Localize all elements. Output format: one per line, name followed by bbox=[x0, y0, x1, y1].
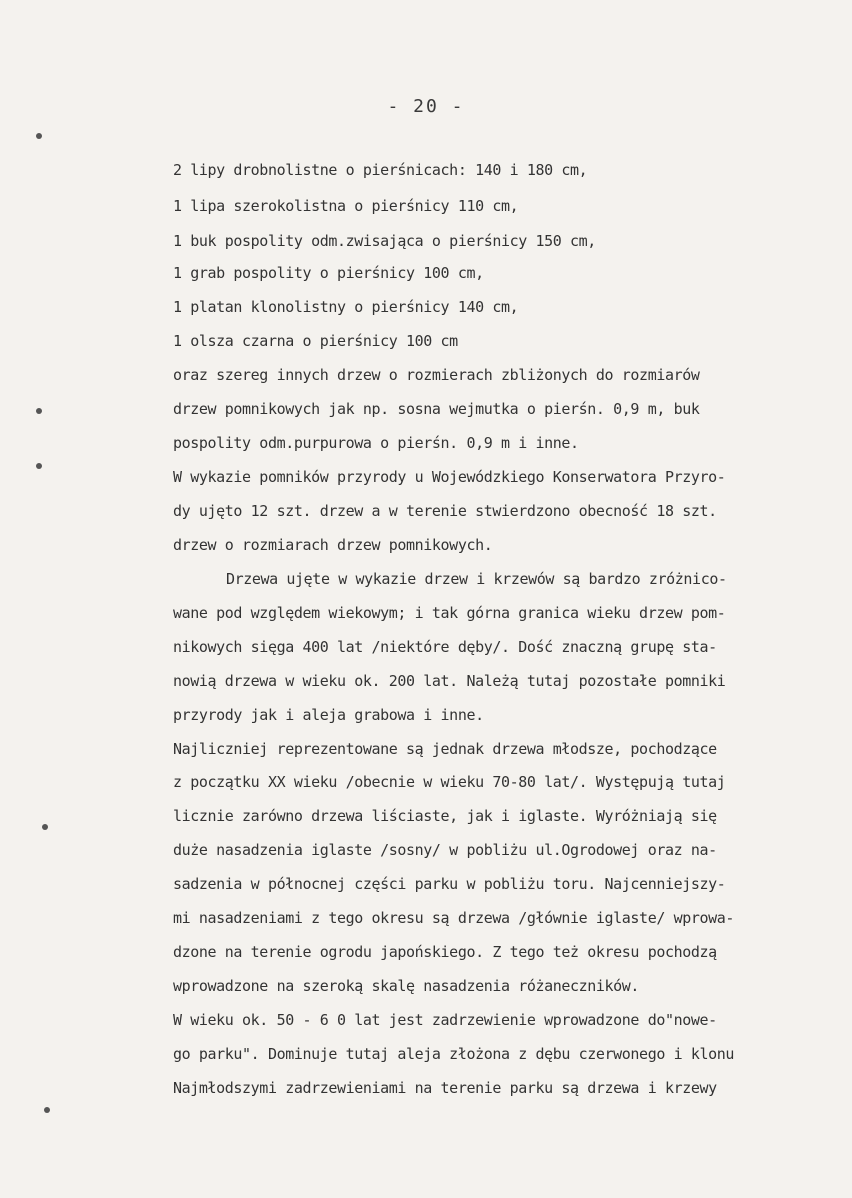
text-line-3: 1 buk pospolity odm.zwisająca o pierśnicy 150 cm, bbox=[173, 232, 596, 250]
text-line-4: 1 grab pospolity o pierśnicy 100 cm, bbox=[173, 264, 484, 282]
binder-hole-mark bbox=[36, 408, 42, 414]
text-line-18: Najliczniej reprezentowane są jednak drzewa młodsze, pochodzące bbox=[173, 740, 717, 758]
binder-hole-mark bbox=[44, 1107, 50, 1113]
text-line-26: W wieku ok. 50 - 6 0 lat jest zadrzewienie wprowadzone do"nowe- bbox=[173, 1011, 717, 1029]
text-line-21: duże nasadzenia iglaste /sosny/ w pobliżu ul.Ogrodowej oraz na- bbox=[173, 841, 717, 859]
binder-hole-mark bbox=[36, 133, 42, 139]
text-line-20: licznie zarówno drzewa liściaste, jak i iglaste. Wyróżniają się bbox=[173, 807, 717, 825]
text-line-1: 2 lipy drobnolistne o pierśnicach: 140 i 180 cm, bbox=[173, 161, 588, 179]
text-line-24: dzone na terenie ogrodu japońskiego. Z tego też okresu pochodzą bbox=[173, 943, 717, 961]
text-line-19: z początku XX wieku /obecnie w wieku 70-80 lat/. Występują tutaj bbox=[173, 773, 726, 791]
text-line-28: Najmłodszymi zadrzewieniami na terenie parku są drzewa i krzewy bbox=[173, 1079, 717, 1097]
text-line-7: oraz szereg innych drzew o rozmierach zbliżonych do rozmiarów bbox=[173, 366, 700, 384]
text-line-5: 1 platan klonolistny o pierśnicy 140 cm, bbox=[173, 298, 519, 316]
text-line-9: pospolity odm.purpurowa o pierśn. 0,9 m i inne. bbox=[173, 434, 579, 452]
text-line-10: W wykazie pomników przyrody u Wojewódzkiego Konserwatora Przyro- bbox=[173, 468, 726, 486]
text-line-11: dy ujęto 12 szt. drzew a w terenie stwierdzono obecność 18 szt. bbox=[173, 502, 717, 520]
binder-hole-mark bbox=[42, 824, 48, 830]
text-line-22: sadzenia w północnej części parku w pobliżu toru. Najcenniejszy- bbox=[173, 875, 726, 893]
text-line-2: 1 lipa szerokolistna o pierśnicy 110 cm, bbox=[173, 197, 519, 215]
text-line-23: mi nasadzeniami z tego okresu są drzewa /głównie iglaste/ wprowa- bbox=[173, 909, 734, 927]
text-line-14: wane pod względem wiekowym; i tak górna granica wieku drzew pom- bbox=[173, 604, 726, 622]
binder-hole-mark bbox=[36, 463, 42, 469]
text-line-17: przyrody jak i aleja grabowa i inne. bbox=[173, 706, 484, 724]
text-line-15: nikowych sięga 400 lat /niektóre dęby/. Dość znaczną grupę sta- bbox=[173, 638, 717, 656]
text-line-25: wprowadzone na szeroką skalę nasadzenia różaneczników. bbox=[173, 977, 640, 995]
text-line-12: drzew o rozmiarach drzew pomnikowych. bbox=[173, 536, 493, 554]
text-line-16: nowią drzewa w wieku ok. 200 lat. Należą tutaj pozostałe pomniki bbox=[173, 672, 726, 690]
page-number: - 20 - bbox=[387, 96, 465, 117]
text-line-13: Drzewa ujęte w wykazie drzew i krzewów są bardzo zróżnico- bbox=[226, 570, 727, 588]
text-line-6: 1 olsza czarna o pierśnicy 100 cm bbox=[173, 332, 458, 350]
text-line-8: drzew pomnikowych jak np. sosna wejmutka o pierśn. 0,9 m, buk bbox=[173, 400, 700, 418]
text-line-27: go parku". Dominuje tutaj aleja złożona z dębu czerwonego i klonu bbox=[173, 1045, 734, 1063]
